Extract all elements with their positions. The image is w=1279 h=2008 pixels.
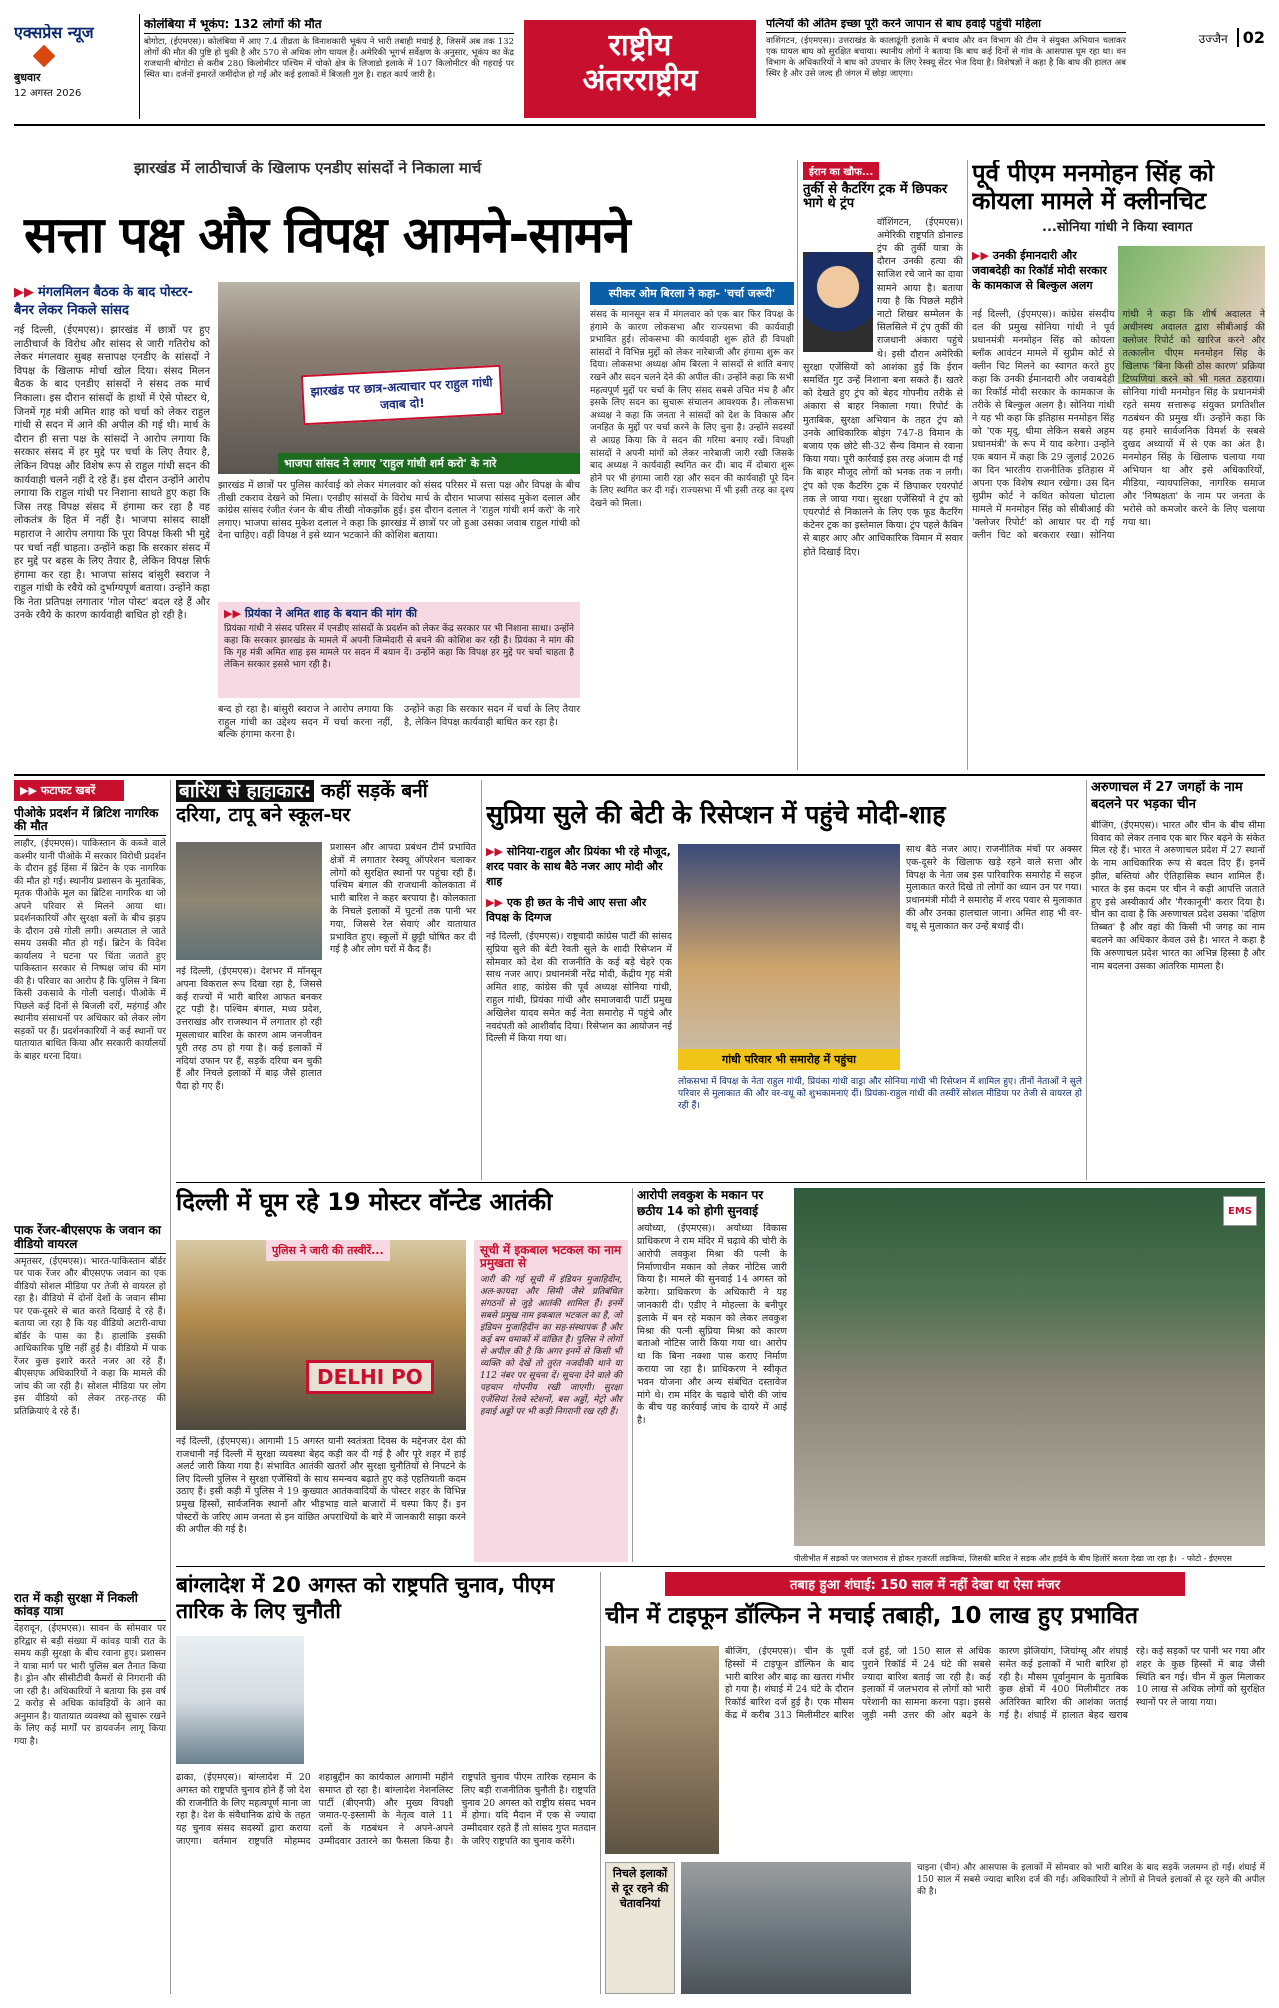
fatafat-label: ▶▶ फटाफट खबरें xyxy=(14,780,124,801)
speaker-body: संसद के मानसून सत्र में मंगलवार को एक बार फिर विपक्ष के हंगामे के कारण लोकसभा और राज्यसभा की कार्यवाही प्रभावित हुई। लोकसभा की कार्यवाही शुरू होते ही विपक्षी सांसदों ने विभिन्न मुद्दों को लेकर नारेबाजी और हंगामा शुरू कर दिया। लोकसभा अध्यक्ष ओम बिरला ने सांसदों से शांति बनाए रखने और सदन चलने देने की अपील की। उन्होंने कहा कि सभी महत्वपूर्ण मुद्दों पर चर्चा के लिए संसद सबसे उचित मंच है और इसके लिए सदन का सुचारू संचालन आवश्यक है। लोकसभा अध्यक्ष ने कहा कि जनता ने सांसदों को देश के विकास और जनहित के मुद्दों पर चर्चा करने के लिए चुना है। उन्होंने सदस्यों से आग्रह किया कि वे सदन की गरिमा बनाए रखें। विपक्षी सांसदों ने अपनी मांगों को लेकर नारेबाजी जारी रखी जिसके बाद अध्यक्ष ने कार्यवाही स्थगित कर दी। बाद में दोबारा शुरू होने पर भी हंगामा जारी रहा और सदन की कार्यवाही पूरे दिन के लिए स्थगित कर दी गई। राज्यसभा में भी इसी तरह का दृश्य देखने को मिला। xyxy=(590,310,794,509)
manmohan-sub: ...सोनिया गांधी ने किया स्वागत xyxy=(1042,220,1193,236)
rain-headline xyxy=(176,780,476,828)
china-photo-caption: चाइना (चीन) और आसपास के इलाकों में सोमवार को भारी बारिश के बाद सड़कें जलमग्न हो गईं। शंघाई में 150 साल में सबसे ज्यादा बारिश दर्ज की गई। अधिकारियों ने लोगों से निचले इलाकों से दूर रहने की अपील की है। xyxy=(917,1863,1265,1897)
fatafat-item-title: पाक रेंजर-बीएसएफ के जवान का वीडियो वायरल xyxy=(14,1224,166,1253)
fatafat-item xyxy=(14,807,166,1218)
speaker-kicker: स्पीकर ओम बिरला ने कहा- 'चर्चा जरूरी' xyxy=(590,282,794,305)
lead-headline: सत्ता पक्ष और विपक्ष आमने-सामने xyxy=(24,206,630,264)
flood-photo xyxy=(794,1188,1265,1546)
fatafat-item xyxy=(14,1224,166,1585)
delhi-list-title: सूची में इकबाल भटकल का नाम प्रमुखता से xyxy=(480,1243,622,1271)
fatafat-item xyxy=(14,1592,166,1913)
supriya-story xyxy=(486,780,1082,1180)
supriya-kicker-1: ▶▶ सोनिया-राहुल और प्रियंका भी रहे मौजूद, शरद पवार के साथ बैठे नजर आए मोदी और शाह xyxy=(486,845,671,888)
china-photo xyxy=(605,1646,719,1854)
trump-headline: तुर्की से कैटरिंग ट्रक में छिपकर भागे थे ट्रंप xyxy=(803,182,948,212)
lead-mid-body: झारखंड में छात्रों पर पुलिस कार्रवाई को लेकर मंगलवार को संसद परिसर में सत्ता पक्ष और विपक्ष के बीच तीखी टकराव देखने को मिला। एनडीए सांसदों के विरोध मार्च के दौरान भाजपा सांसद मुकेश दलाल और कांग्रेस सांसद रंजीत रंजन के बीच तीखी नोकझोंक हुई। इस दौरान दलाल ने 'राहुल गांधी शर्म करो' के नारे लगाए। भाजपा सांसद मुकेश दलाल ने कहा कि झारखंड में छात्रों पर जो हुआ उसका जवाब राहुल गांधी को देना चाहिए। वहीं विपक्ष ने इसे ध्यान भटकाने की कोशिश बताया। xyxy=(218,480,580,541)
bangladesh-story xyxy=(176,1572,596,1994)
rain-body-left: नई दिल्ली, (ईएमएस)। देशभर में मॉनसून अपना विकराल रूप दिखा रहा है, जिससे कई राज्यों में भारी बारिश आफत बनकर टूट पड़ी है। पश्चिम बंगाल, मध्य प्रदेश, उत्तराखंड और राजस्थान में लगातार हो रही मूसलाधार बारिश के कारण आम जनजीवन पूरी तरह ठप हो गया है। कई इलाकों में नदियां उफान पर हैं, सड़कें दरिया बन चुकी हैं और निचले इलाकों में बाढ़ जैसे हालात पैदा हो गए हैं। xyxy=(176,966,322,1093)
arunachal-story xyxy=(1091,780,1265,1180)
lead-body: नई दिल्ली, (ईएमएस)। झारखंड में छात्रों पर हुए लाठीचार्ज के विरोध और सांसद से जारी गतिरोध को लेकर मंगलवार सुबह सत्तापक्ष एनडीए के सांसदों ने विपक्ष के खिलाफ मोर्चा खोल दिया। संसद मिलन बैठक के बाद एनडीए सांसदों ने संसद तक मार्च निकाला। इस दौरान सांसदों के हाथों में ऐसे पोस्टर थे, जिनमें गृह मंत्री अमित शाह को चर्चा को लेकर राहुल गांधी से सदन में आने की अपील की गई थी। मार्च के दौरान ही सत्ता पक्ष के सांसदों ने आरोप लगाया कि सरकार संसद में हर मुद्दे पर चर्चा के लिए तैयार है, लेकिन विपक्ष और विशेष रूप से राहुल गांधी सदन की कार्यवाही चलने नहीं दे रहे हैं। इस दौरान उन्होंने आरोप लगाया कि राहुल गांधी पर निशाना साधते हुए कहा कि जिस तरह विपक्ष संसद में हंगामा कर रहा है वह लोकतंत्र के हित में नहीं है। भाजपा सांसद साक्षी महाराज ने आरोप लगाया कि पूरा विपक्ष किसी भी मुद्दे पर चर्चा नहीं चाहता। उन्होंने कहा कि सरकार संसद में हर मुद्दे पर बहस के लिए तैयार है, लेकिन विपक्ष सिर्फ हंगामा कर रहा है। भाजपा सांसद बांसुरी स्वराज ने राहुल गांधी के रवैये को दुर्भाग्यपूर्ण बताया। उन्होंने कहा कि नेता प्रतिपक्ष लगातार 'गोल पोस्ट' बदल रहे हैं और उनके रवैये के कारण कार्यवाही बाधित हो रही है। xyxy=(14,325,210,622)
fatafat-item-body: अमृतसर, (ईएमएस)। भारत-पाकिस्तान बॉर्डर पर पाक रेंजर और बीएसएफ जवान का एक वीडियो सोशल मीडिया पर तेजी से वायरल हो रहा है। वीडियो में दोनों देशों के जवान सीमा पर एक-दूसरे से बात करते दिखाई दे रहे हैं। बताया जा रहा है कि यह वीडियो अटारी-वाघा बॉर्डर के पास का है। हालांकि इसकी आधिकारिक पुष्टि नहीं हुई है। वीडियो में पाक रेंजर कुछ इशारे करते नजर आ रहे हैं। बीएसएफ अधिकारियों ने कहा कि मामले की जांच की जा रही है। सोशल मीडिया पर लोग इस वीडियो को लेकर तरह-तरह की प्रतिक्रियाएं दे रहे हैं। xyxy=(14,1255,166,1417)
page-meta xyxy=(1134,28,1265,58)
bangladesh-headline: बांग्लादेश में 20 अगस्त को राष्ट्रपति चुनाव, पीएम तारिक के लिए चुनौती xyxy=(176,1573,555,1624)
fatafat-column xyxy=(14,780,166,1994)
trump-strap: ईरान का खौफ... xyxy=(803,162,879,180)
brand-block xyxy=(14,24,132,114)
ayodhya-body: अयोध्या, (ईएमएस)। अयोध्या विकास प्राधिकरण ने राम मंदिर में चढ़ावे की चोरी के आरोपी लवकुश मिश्रा की पत्नी के निर्माणाधीन मकान को लेकर नोटिस जारी किया है। मामले की सुनवाई 14 अगस्त को करेगा। प्राधिकरण के अधिकारी ने यह जानकारी दी। एडीए ने मोहल्ला के बनीपुर इलाके में बन रहे मकान को लेकर लवकुश मिश्रा की पत्नी सुप्रिया मिश्रा को कारण बताओ नोटिस जारी किया गया था। आरोप था कि बिना नक्शा पास कराए निर्माण कराया जा रहा है। प्राधिकरण ने स्वीकृत भवन योजना और अन्य संबंधित दस्तावेज मांगे थे। राम मंदिर के चढ़ावे चोरी की जांच के बीच यह कार्रवाई जांच के दायरे में आई है। xyxy=(637,1223,787,1427)
delhi-headline: दिल्ली में घूम रहे 19 मोस्टर वॉन्टेड आतंकी xyxy=(176,1188,553,1216)
fatafat-item-body: देहरादून, (ईएमएस)। सावन के सोमवार पर हरिद्वार से बड़ी संख्या में कांवड़ यात्री रात के समय कड़ी सुरक्षा के बीच रवाना हुए। प्रशासन ने यात्रा मार्ग पर भारी पुलिस बल तैनात किया है। ड्रोन और सीसीटीवी कैमरों से निगरानी की जा रही है। अधिकारियों ने बताया कि इस वर्ष 2 करोड़ से अधिक कांवड़ियों के आने का अनुमान है। यातायात व्यवस्था को सुचारू रखने के लिए कई मार्गों पर डायवर्जन लागू किया गया है। xyxy=(14,1623,166,1747)
china-body: बीजिंग, (ईएमएस)। चीन के पूर्वी हिस्सों में टाइफून डॉल्फिन के बाद भारी बारिश और बाढ़ का खतरा गंभीर हो गया है। शंघाई में 24 घंटे के दौरान रिकॉर्ड बारिश दर्ज हुई है। एक मौसम केंद्र में करीब 313 मिलीमीटर बारिश दर्ज हुई, जो 150 साल से अधिक पुराने रिकॉर्ड में 24 घंटे की सबसे ज्यादा बारिश बताई जा रही है। कई इलाकों में जलभराव से लोगों को भारी परेशानी का सामना करना पड़ा। इससे जुड़ी नमी उत्तर की ओर बढ़ने के कारण झेजियांग, जियांग्सू और शंघाई समेत कई इलाकों में भारी बारिश हो रही है। मौसम पूर्वानुमान के मुताबिक कुछ क्षेत्रों में 400 मिलीमीटर तक अतिरिक्त बारिश की आशंका जताई गई है। शंघाई में हालात बेहद खराब रहे। कई सड़कों पर पानी भर गया और शहर के कुछ हिस्सों में बाढ़ जैसी स्थिति बन गई। चीन में कुल मिलाकर 10 लाख से अधिक लोगों को सुरक्षित स्थानों पर ले जाया गया। xyxy=(725,1646,1265,1721)
china-side-label-text: निचले इलाकों से दूर रहने की चेतावनियां xyxy=(611,1867,669,1910)
rain-headline-rest: कहीं सड़कें बनीं दरिया, टापू बने स्कूल-घर xyxy=(176,780,428,826)
manmohan-headline: पूर्व पीएम मनमोहन सिंह को कोयला मामले में क्लीनचिट xyxy=(972,160,1215,215)
issue-date: 12 अगस्त 2026 xyxy=(14,87,82,99)
fatafat-arrow-icon: ▶▶ xyxy=(20,784,37,797)
fatafat-item-title: पीओके प्रदर्शन में ब्रिटिश नागरिक की मौत xyxy=(14,807,166,836)
supriya-headline: सुप्रिया सुले की बेटी के रिसेप्शन में पहुंचे मोदी-शाह xyxy=(486,800,946,829)
priyanka-kicker: ▶▶ प्रियंका ने अमित शाह के बयान की मांग की xyxy=(224,607,417,620)
supriya-photo xyxy=(678,844,900,1070)
supriya-photo-caption: गांधी परिवार भी समारोह में पहुंचा xyxy=(678,1049,900,1070)
lead-story xyxy=(14,160,794,770)
delhi-story xyxy=(176,1188,628,1562)
trump-photo xyxy=(803,252,873,352)
rain-story xyxy=(176,780,476,1180)
lead-photo-caption: भाजपा सांसद ने लगाए 'राहुल गांधी शर्म करो' के नारे xyxy=(278,453,580,474)
section-title-box xyxy=(524,20,756,118)
lead-photo xyxy=(218,282,580,474)
ems-logo-icon: EMS xyxy=(1223,1196,1257,1226)
brief-title: कोलंबिया में भूकंप: 132 लोगों की मौत xyxy=(144,18,514,34)
priyanka-box xyxy=(218,602,580,698)
supriya-caption-body: लोकसभा में विपक्ष के नेता राहुल गांधी, प्रियंका गांधी वाड्रा और सोनिया गांधी भी रिसेप्शन में शामिल हुए। तीनों नेताओं ने सुले परिवार से मुलाकात की और वर-वधू को शुभकामनाएं दीं। प्रियंका-राहुल गांधी की तस्वीरें सोशल मीडिया पर तेजी से वायरल हो रही हैं। xyxy=(678,1077,1082,1112)
fatafat-item-body: लाहौर, (ईएमएस)। पाकिस्तान के कब्जे वाले कश्मीर यानी पीओके में सरकार विरोधी प्रदर्शन के दौरान हुई हिंसा में ब्रिटेन के एक नागरिक की मौत हो गई। स्थानीय प्रशासन के मुताबिक, मृतक पीओके मूल का ब्रिटिश नागरिक था जो अपने परिवार से मिलने आया था। प्रदर्शनकारियों और सुरक्षा बलों के बीच झड़प के दौरान उसे गोली लगी। अस्पताल ले जाते समय उसकी मौत हो गई। ब्रिटेन के विदेश कार्यालय ने घटना पर चिंता जताते हुए पाकिस्तान सरकार से निष्पक्ष जांच की मांग की है। परिवार का आरोप है कि पुलिस ने बिना किसी उकसावे के गोली चलाई। पीओके में पिछले कई दिनों से बिजली दरों, महंगाई और स्थानीय संसाधनों पर अधिकार को लेकर लोग सड़कों पर हैं। प्रदर्शनकारियों ने कई स्थानों पर यातायात बाधित किया और सरकारी कार्यालयों के बाहर धरना दिया। xyxy=(14,838,166,1062)
priyanka-body: प्रियंका गांधी ने संसद परिसर में एनडीए सांसदों के प्रदर्शन को लेकर केंद्र सरकार पर भी निशाना साधा। उन्होंने कहा कि सरकार झारखंड के मामले में अपनी जिम्मेदारी से बचने की कोशिश कर रही है। प्रियंका ने मांग की कि गृह मंत्री अमित शाह इस मामले पर सदन में बयान दें। उन्होंने कहा कि विपक्ष हर मुद्दे पर चर्चा चाहता है लेकिन सरकार इससे भाग रही है। xyxy=(224,624,574,670)
lead-col-a: बन्द हो रहा है। बांसुरी स्वराज ने आरोप लगाया कि राहुल गांधी का उद्देश्य सदन में चर्चा करना नहीं, बल्कि हंगामा करना है। xyxy=(218,704,393,740)
flood-caption-text: पीलीभीत में सड़कों पर जलभराव से होकर गुजरतीं लड़कियां, जिसकी बारिश ने सड़क और हाईवे के बीच हिलोरें करता देखा जा रहा है। xyxy=(794,1554,1177,1562)
brief-body: वाशिंगटन, (ईएमएस)। उत्तराखंड के कालाढूंगी इलाके में बचाव और वन विभाग की टीम ने संयुक्त अभियान चलाकर एक घायल बाघ को सुरक्षित बचाया। स्थानीय लोगों ने बताया कि बाघ कई दिनों से गांव के आसपास घूम रहा था। वन विभाग के अधिकारियों ने बाघ को उपचार के लिए रेस्क्यू सेंटर भेज दिया है। विशेषज्ञों ने कहा है कि बाघ की हालत अब स्थिर है और उसे जल्द ही जंगल में छोड़ा जाएगा। xyxy=(766,36,1126,80)
supriya-left-column xyxy=(486,844,672,1180)
brief-body: बोगोटा, (ईएमएस)। कोलंबिया में आए 7.4 तीव्रता के विनाशकारी भूकंप ने भारी तबाही मचाई है, जिसमें अब तक 132 लोगों की मौत की पुष्टि हो चुकी है और 570 से अधिक लोग घायल हैं। अमेरिकी भूगर्भ सर्वेक्षण के अनुसार, भूकंप का केंद्र राजधानी बोगोटा से करीब 280 किलोमीटर पश्चिम में चोको क्षेत्र के लिजाडो इलाके में 107 किलोमीटर की गहराई पर स्थित था। दर्जनों इमारतें जमींदोज हो गईं और कई इलाकों में बिजली गुल है। राहत कार्य जारी है। xyxy=(144,37,514,81)
trump-story xyxy=(803,160,963,770)
delhi-photo-caption: पुलिस ने जारी की तस्वीरें... xyxy=(266,1240,390,1261)
flood-caption-credit: - फोटो - ईएमएस xyxy=(1181,1554,1232,1562)
lead-kicker: ▶▶ मंगलमिलन बैठक के बाद पोस्टर-बैनर लेकर निकले सांसद xyxy=(14,285,193,318)
china-side-label xyxy=(605,1862,675,1994)
issue-day: बुधवार xyxy=(14,70,41,84)
arunachal-body: बीजिंग, (ईएमएस)। भारत और चीन के बीच सीमा विवाद को लेकर तनाव एक बार फिर बढ़ने के संकेत मिल रहे हैं। भारत ने अरुणाचल प्रदेश में 27 स्थानों के नाम आधिकारिक रूप से बदल दिए हैं। इनमें झील, बस्तियां और ऐतिहासिक स्थान शामिल हैं। भारत के इस कदम पर चीन ने कड़ी आपत्ति जताते हुए इसे अस्वीकार्य और 'गैरकानूनी' करार दिया है। चीन का दावा है कि अरुणाचल प्रदेश उसका 'दक्षिण तिब्बत' है और वहां की किसी भी जगह का नाम बदलने का अधिकार केवल उसे है। भारत ने कहा है कि अरुणाचल प्रदेश भारत का अभिन्न हिस्सा है और नाम बदलना उसका आंतरिक मामला है। xyxy=(1091,819,1265,972)
ayodhya-headline: आरोपी लवकुश के मकान पर छठीय 14 को होगी सुनवाई xyxy=(637,1188,764,1218)
edition-city: उज्जैन xyxy=(1198,32,1228,46)
delhi-barrier-sign: DELHI PO xyxy=(306,1360,434,1394)
china-photo-2 xyxy=(681,1862,911,1994)
china-band: तबाह हुआ शंघाई: 150 साल में नहीं देखा था ऐसा मंजर xyxy=(665,1572,1185,1596)
delhi-list-box xyxy=(474,1240,628,1562)
supriya-body: नई दिल्ली, (ईएमएस)। राष्ट्रवादी कांग्रेस पार्टी की सांसद सुप्रिया सुले की बेटी रेवती सुले के शादी रिसेप्शन में सोमवार को देश की राजनीति के कई बड़े चेहरे एक साथ नजर आए। प्रधानमंत्री नरेंद्र मोदी, केंद्रीय गृह मंत्री अमित शाह, कांग्रेस की पूर्व अध्यक्ष सोनिया गांधी, राहुल गांधी, प्रियंका गांधी और समाजवादी पार्टी प्रमुख अखिलेश यादव समेत कई नेता समारोह में पहुंचे और नवदंपती को आशीर्वाद दिया। रिसेप्शन का आयोजन नई दिल्ली में किया गया था। xyxy=(486,931,672,1045)
section-title-line1: राष्ट्रीय xyxy=(608,28,672,63)
delhi-body: नई दिल्ली, (ईएमएस)। आगामी 15 अगस्त यानी स्वतंत्रता दिवस के मद्देनजर देश की राजधानी नई दिल्ली में सुरक्षा व्यवस्था बेहद कड़ी कर दी गई है और पूरे शहर में हाई अलर्ट जारी किया गया है। संभावित आतंकी खतरों और सुरक्षा चुनौतियों से निपटने के लिए दिल्ली पुलिस ने सुरक्षा एजेंसियों के साथ समन्वय बढ़ाते हुए कड़े एहतियाती कदम उठाए हैं। इसी कड़ी में पुलिस ने 19 कुख्यात आतंकवादियों के पोस्टर शहर के विभिन्न प्रमुख हिस्सों, सार्वजनिक स्थानों और भीड़भाड़ वाले बाजारों में चस्पा किए हैं। इन पोस्टरों के जरिए आम जनता से इन वांछित अपराधियों के बारे में जानकारी साझा करने की अपील की गई है। xyxy=(176,1436,466,1536)
lead-col-b: उन्होंने कहा कि सरकार सदन में चर्चा के लिए तैयार है, लेकिन विपक्ष कार्यवाही बाधित कर रहा है। xyxy=(404,704,580,728)
rain-body-right: प्रशासन और आपदा प्रबंधन टीमें प्रभावित क्षेत्रों में लगातार रेस्क्यू ऑपरेशन चलाकर लोगों को सुरक्षित स्थानों पर पहुंचा रही हैं। पश्चिम बंगाल की राजधानी कोलकाता में भारी बारिश ने कहर बरपाया है। कोलकाता के निचले इलाकों में घुटनों तक पानी भर गया, जिससे रेल सेवाएं और यातायात प्रभावित हुए। स्कूलों में छुट्टी घोषित कर दी गई है और लोग घरों में कैद हैं। xyxy=(330,842,476,956)
fatafat-item-title: रात में कड़ी सुरक्षा में निकली कांवड़ यात्रा xyxy=(14,1592,166,1621)
flood-caption xyxy=(794,1546,1265,1562)
manmohan-body: नई दिल्ली, (ईएमएस)। कांग्रेस संसदीय दल की प्रमुख सोनिया गांधी ने पूर्व प्रधानमंत्री मनमोहन सिंह को कोयला ब्लॉक आवंटन मामले में सुप्रीम कोर्ट से क्लीन चिट मिलने का स्वागत करते हुए कहा कि उनकी ईमानदारी और जवाबदेही का रिकॉर्ड मोदी सरकार के कामकाज के तरीके से बिल्कुल अलग है। सोनिया गांधी ने यह भी कहा कि इतिहास मनमोहन सिंह को 'एक मृदु, धीमा लेकिन सबसे अहम प्रधानमंत्री' के रूप में याद करेगा। उन्होंने एक बयान में कहा कि 29 जुलाई 2026 का दिन भारतीय राजनीतिक इतिहास में अपना एक विशेष स्थान रखेगा। उस दिन सुप्रीम कोर्ट ने कथित कोयला घोटाला मामले में मनमोहन सिंह को सीबीआई की 'क्लोजर रिपोर्ट' को आधार पर दी गई क्लीन चिट को बरकरार रखा। सोनिया गांधी ने कहा कि शीर्ष अदालत ने अधीनस्थ अदालत द्वारा सीबीआई की क्लोजर रिपोर्ट को खारिज करने और तत्कालीन पीएम मनमोहन सिंह के खिलाफ 'बिना किसी ठोस कारण' प्रक्रिया टिप्पणियां करने को भी गलत ठहराया। सोनिया गांधी मनमोहन सिंह के प्रधानमंत्री रहते समय सत्तारूढ़ संयुक्त प्रगतिशील गठबंधन की प्रमुख थीं। उन्होंने कहा कि यह हमारे सार्वजनिक विमर्श के सबसे दुखद अध्यायों में से एक का अंत है। मनमोहन सिंह के खिलाफ चलाया गया अभियान था और इसे अधिकारियों, मीडिया, न्यायपालिका, नागरिक समाज और 'निष्पक्षता' के नाम पर जनता के भरोसे को कमजोर करने के लिए चलाया गया था। xyxy=(972,309,1265,541)
brief-tiger xyxy=(766,18,1126,118)
brand-logo-icon xyxy=(33,44,56,67)
brief-title: पत्नियों की अंतिम इच्छा पूरी करने जापान से बाघ हवाई पहुंची महिला xyxy=(766,18,1126,33)
arunachal-headline: अरुणाचल में 27 जगहों के नाम बदलने पर भड़का चीन xyxy=(1091,780,1243,812)
bangladesh-body: ढाका, (ईएमएस)। बांग्लादेश में 20 अगस्त को राष्ट्रपति चुनाव होने हैं जो देश की राजनीति के लिए महत्वपूर्ण माना जा रहा है। देश के संवैधानिक ढांचे के तहत यह चुनाव संसद सदस्यों द्वारा कराया जाएगा। वर्तमान राष्ट्रपति मोहम्मद शहाबुद्दीन का कार्यकाल आगामी महीने समाप्त हो रहा है। बांग्लादेश नेशनलिस्ट पार्टी (बीएनपी) और मुख्य विपक्षी जमात-ए-इस्लामी के नेतृत्व वाले 11 दलों के गठबंधन ने अपने-अपने उम्मीदवार उतारने का फैसला किया है। राष्ट्रपति चुनाव पीएम तारिक रहमान के लिए बड़ी राजनीतिक चुनौती है। राष्ट्रपति चुनाव 20 अगस्त को राष्ट्रीय संसद भवन में होगा। यदि मैदान में एक से ज्यादा उम्मीदवार रहते हैं तो सांसद गुप्त मतदान के जरिए राष्ट्रपति का चुनाव करेंगे। xyxy=(176,1772,596,1847)
manmohan-kicker: ▶▶ उनकी ईमानदारी और जवाबदेही का रिकॉर्ड मोदी सरकार के कामकाज से बिल्कुल अलग xyxy=(972,249,1107,292)
ayodhya-story xyxy=(637,1188,787,1562)
china-headline: चीन में टाइफून डॉल्फिन ने मचाई तबाही, 10 लाख हुए प्रभावित xyxy=(605,1603,1138,1629)
manmohan-story xyxy=(972,160,1265,770)
section-title-line2: अंतरराष्ट्रीय xyxy=(582,63,698,98)
rain-headline-lead: बारिश से हाहाकार: xyxy=(176,780,314,802)
bangladesh-photo xyxy=(176,1636,304,1764)
lead-strap: झारखंड में लाठीचार्ज के खिलाफ एनडीए सांसदों ने निकाला मार्च xyxy=(134,160,482,177)
masthead xyxy=(14,14,1265,124)
lead-photo-placard: झारखंड पर छात्र-अत्याचार पर राहुल गांधी जवाब दो! xyxy=(301,365,503,425)
supriya-right-body: साथ बैठे नजर आए। राजनीतिक मंचों पर अक्सर एक-दूसरे के खिलाफ खड़े रहने वाले सत्ता और विपक्ष के नेता जब इस पारिवारिक समारोह में सहज मुलाकात करते दिखे तो लोगों का ध्यान उन पर गया। प्रधानमंत्री मोदी ने समारोह में शरद पवार से मुलाकात की और उनका हालचाल जाना। अमित शाह भी वर-वधू से मुलाकात कर उन्हें बधाई दी। xyxy=(906,844,1082,932)
speaker-box xyxy=(590,282,794,770)
page-number: 02 xyxy=(1237,28,1265,47)
brand-name: एक्सप्रेस न्यूज xyxy=(14,24,94,42)
delhi-photo xyxy=(176,1240,466,1430)
brief-colombia xyxy=(144,18,514,118)
trump-body: वॉशिंगटन, (ईएमएस)। अमेरिकी राष्ट्रपति डोनाल्ड ट्रंप की तुर्की यात्रा के दौरान उनकी हत्या की साजिश रचे जाने का दावा सामने आया है। बताया गया है कि पिछले महीने नाटो शिखर सम्मेलन के सिलसिले में ट्रंप तुर्की की राजधानी अंकारा पहुंचे थे। इसी दौरान अमेरिकी सुरक्षा एजेंसियों को आशंका हुई कि ईरान समर्थित गुट उन्हें निशाना बना सकते हैं। खतरे को देखते हुए ट्रंप को बेहद गोपनीय तरीके से अंकारा से बाहर निकाला गया। रिपोर्ट के मुताबिक, सुरक्षा अभियान के तहत ट्रंप को उनके आधिकारिक बोइंग 747-8 विमान के बजाय एक छोटे सी-32 सैन्य विमान से रवाना किया गया। पूरी कार्रवाई इस तरह अंजाम दी गई कि बाहर मौजूद लोगों को भनक तक न लगी। ट्रंप को एक कैटरिंग ट्रक में छिपाकर एयरपोर्ट तक ले जाया गया। सुरक्षा एजेंसियों ने ट्रंप को एयरपोर्ट से निकालने के लिए एक फूड कैटरिंग कंटेनर ट्रक का इस्तेमाल किया। ट्रंप पहले कैबिन से बाहर आए और आधिकारिक विमान में सवार होते दिखाई दिए। xyxy=(803,216,963,558)
china-story xyxy=(605,1572,1265,1994)
supriya-kicker-2: ▶▶ एक ही छत के नीचे आए सत्ता और विपक्ष के दिग्गज xyxy=(486,896,647,924)
delhi-list-body: जारी की गई सूची में इंडियन मुजाहिदीन, अल-कायदा और सिमी जैसे प्रतिबंधित संगठनों से जुड़े आतंकी शामिल हैं। इनमें सबसे प्रमुख नाम इकबाल भटकल का है, जो इंडियन मुजाहिदीन का सह-संस्थापक है और कई बम धमाकों में वांछित है। पुलिस ने लोगों से अपील की है कि अगर इनमें से किसी भी व्यक्ति को देखें तो तुरंत नजदीकी थाने या 112 नंबर पर सूचना दें। सूचना देने वाले की पहचान गोपनीय रखी जाएगी। सुरक्षा एजेंसियां रेलवे स्टेशनों, बस अड्डों, मेट्रो और हवाई अड्डों पर भी कड़ी निगरानी रख रही हैं। xyxy=(480,1275,622,1418)
rain-photo xyxy=(176,842,322,960)
lead-left-column xyxy=(14,282,210,770)
